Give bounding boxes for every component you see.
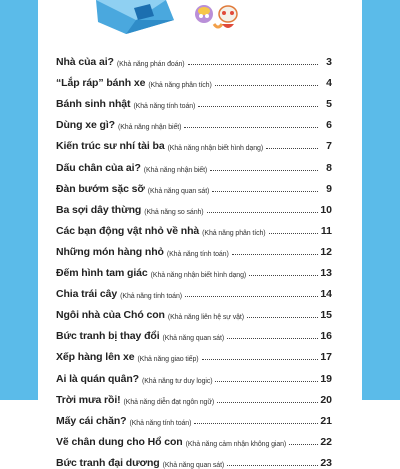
toc-row bbox=[56, 427, 332, 448]
toc-page-number: 22 bbox=[320, 435, 332, 448]
toc-note: (Khả năng giao tiếp) bbox=[137, 356, 199, 364]
toc-title: Bánh sinh nhật bbox=[56, 98, 131, 111]
left-blue-border bbox=[0, 0, 38, 400]
dotted-leader bbox=[215, 85, 318, 86]
toc-note: (Khả năng quan sát) bbox=[162, 461, 225, 469]
toc-title: Đàn bướm sặc sỡ bbox=[56, 182, 145, 195]
toc-note: (Khả năng tính toán) bbox=[120, 293, 182, 301]
toc-note: (Khả năng diễn đạt ngôn ngữ) bbox=[123, 398, 215, 406]
toc-row bbox=[56, 385, 332, 406]
toc-row bbox=[56, 363, 332, 384]
toc-row bbox=[56, 342, 332, 363]
toc-page-number: 10 bbox=[320, 203, 332, 216]
toc-title: Những món hàng nhỏ bbox=[56, 245, 164, 258]
toc-page-number: 17 bbox=[320, 351, 332, 364]
dotted-leader bbox=[266, 148, 318, 149]
toc-row bbox=[56, 258, 332, 279]
toc-title: Kiến trúc sư nhí tài ba bbox=[56, 140, 165, 153]
toc-page-number: 19 bbox=[320, 372, 332, 385]
toc-page-number: 11 bbox=[320, 224, 332, 237]
toc-note: (Khả năng tính toán) bbox=[166, 250, 229, 258]
toc-note: (Khả năng liên hệ sự vật) bbox=[167, 314, 244, 322]
toc-page-number: 20 bbox=[320, 393, 332, 406]
dotted-leader bbox=[202, 359, 319, 360]
toc-row bbox=[56, 110, 332, 131]
toc-row bbox=[56, 131, 332, 152]
toc-page-number: 16 bbox=[320, 330, 332, 343]
toc-note: (Khả năng nhận biết hình dạng) bbox=[167, 145, 264, 153]
toc-row bbox=[56, 47, 332, 68]
dotted-leader bbox=[269, 233, 318, 234]
dotted-leader bbox=[215, 381, 318, 382]
toc-note: (Khả năng so sánh) bbox=[144, 208, 204, 216]
toc-title: Các bạn động vật nhỏ về nhà bbox=[56, 224, 200, 237]
toc-note: (Khả năng nhận biết) bbox=[143, 166, 208, 174]
toc-title: Dấu chân của ai? bbox=[56, 161, 141, 174]
dotted-leader bbox=[212, 191, 318, 192]
toc-note: (Khả năng phán đoán) bbox=[116, 61, 185, 69]
dotted-leader bbox=[247, 317, 318, 318]
toc-title: Trời mưa rồi! bbox=[56, 393, 121, 406]
toc-page-number: 5 bbox=[326, 98, 332, 111]
toc-note: (Khả năng quan sát) bbox=[162, 335, 225, 343]
toc-page-number: 3 bbox=[326, 56, 332, 69]
cartoon-animals-icon bbox=[195, 5, 237, 28]
toc-title: Bức tranh bị thay đổi bbox=[56, 330, 160, 343]
toc-row bbox=[56, 406, 332, 427]
toc-page-number: 12 bbox=[320, 245, 332, 258]
dotted-leader bbox=[184, 127, 318, 128]
dotted-leader bbox=[232, 254, 318, 255]
dotted-leader bbox=[249, 275, 318, 276]
toc-note: (Khả năng tính toán) bbox=[133, 103, 196, 111]
toc-title: Bức tranh đại dương bbox=[56, 456, 160, 469]
toc-page-number: 15 bbox=[320, 309, 332, 322]
toc-page-number: 21 bbox=[320, 414, 332, 427]
toc-row bbox=[56, 448, 332, 469]
toc-note: (Khả năng phân tích) bbox=[202, 229, 266, 237]
toc-row bbox=[56, 237, 332, 258]
right-blue-border bbox=[362, 0, 400, 400]
toc-title: Dùng xe gì? bbox=[56, 119, 115, 132]
toc-row bbox=[56, 195, 332, 216]
toc-row bbox=[56, 279, 332, 300]
toc-page-number: 14 bbox=[320, 288, 332, 301]
dotted-leader bbox=[185, 296, 318, 297]
toc-row bbox=[56, 216, 332, 237]
toc-page-number: 9 bbox=[326, 182, 332, 195]
toc-title: Vẽ chân dung cho Hổ con bbox=[56, 435, 183, 448]
toc-page-number: 23 bbox=[320, 456, 332, 469]
toc-note: (Khả năng quan sát) bbox=[147, 187, 210, 195]
toc-page-number: 6 bbox=[326, 119, 332, 132]
toc-note: (Khả năng tính toán) bbox=[129, 419, 192, 427]
toc-note: (Khả năng tư duy logic) bbox=[142, 377, 213, 385]
toc-title: Mấy cái chăn? bbox=[56, 414, 127, 427]
toc-page-number: 4 bbox=[326, 77, 332, 90]
toc-row bbox=[56, 174, 332, 195]
toc-row bbox=[56, 152, 332, 173]
toc-title: Ngôi nhà của Chó con bbox=[56, 309, 165, 322]
toc-title: Ba sợi dây thừng bbox=[56, 203, 142, 216]
dotted-leader bbox=[194, 423, 318, 424]
envelope-icon bbox=[96, 0, 174, 34]
toc-row bbox=[56, 68, 332, 89]
toc-row bbox=[56, 300, 332, 321]
dotted-leader bbox=[217, 402, 318, 403]
toc-title: Nhà của ai? bbox=[56, 56, 114, 69]
toc-row bbox=[56, 321, 332, 342]
toc-note: (Khả năng cảm nhận không gian) bbox=[185, 440, 287, 448]
toc-note: (Khả năng nhận biết) bbox=[117, 124, 182, 132]
toc-title: Đếm hình tam giác bbox=[56, 267, 148, 280]
toc-note: (Khả năng nhận biết hình dạng) bbox=[150, 272, 247, 280]
envelope-illustration bbox=[96, 0, 246, 34]
toc-note: (Khả năng phân tích) bbox=[148, 82, 212, 90]
toc-title: Xếp hàng lên xe bbox=[56, 351, 135, 364]
toc-title: Ai là quán quân? bbox=[56, 372, 139, 385]
dotted-leader bbox=[188, 64, 318, 65]
dotted-leader bbox=[227, 465, 318, 466]
dotted-leader bbox=[207, 212, 318, 213]
table-of-contents bbox=[56, 47, 332, 469]
toc-row bbox=[56, 89, 332, 110]
dotted-leader bbox=[210, 170, 318, 171]
toc-page-number: 7 bbox=[326, 140, 332, 153]
toc-page-number: 13 bbox=[320, 267, 332, 280]
toc-title: “Lắp ráp” bánh xe bbox=[56, 77, 146, 90]
dotted-leader bbox=[289, 444, 318, 445]
toc-title: Chia trái cây bbox=[56, 288, 118, 301]
dotted-leader bbox=[227, 338, 318, 339]
dotted-leader bbox=[198, 106, 318, 107]
toc-page-number: 8 bbox=[326, 161, 332, 174]
